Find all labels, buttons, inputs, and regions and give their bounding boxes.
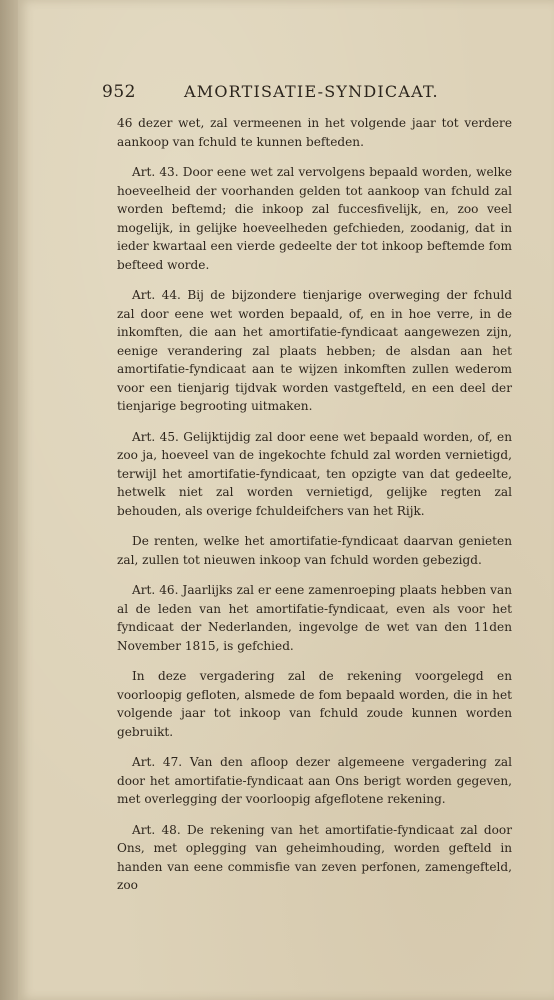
article-45-paragraph: Art. 45. Gelijktijdig zal door eene wet bepaald worden, of, en zoo ja, hoeveel van de ingekochte fchuld zal worden vernietigd, terwijl het amortifatie-fyndicaat, ten opzigte van dat gedeelte, hetwelk niet zal worden vernietigd, gelijke regten zal behouden, als overige fchuldeifchers van het Rijk. — [117, 429, 512, 518]
paragraph: In deze vergadering zal de rekening voorgelegd en voorloopig gefloten, alsmede de fom bepaald worden, die in het volgende jaar tot inkoop van fchuld zoude kunnen worden gebruikt. — [117, 669, 512, 739]
running-title: AMORTISATIE-SYNDICAAT. — [184, 82, 439, 101]
article-43-paragraph: Art. 43. Door eene wet zal vervolgens bepaald worden, welke hoeveelheid der voorhanden gelden tot aankoop van fchuld zal worden beftemd; die inkoop zal fuccesfivelijk, en, zoo veel mogelijk, in gelijke hoeveelheden gefchieden, zoodanig, dat in ieder kwartaal een vierde gedeelte der tot inkoop beftemde fom befteed worde. — [117, 165, 512, 272]
article-48-paragraph: Art. 48. De rekening van het amortifatie-fyndicaat zal door Ons, met oplegging van geheimhouding, worden gefteld in handen van eene commisfie van zeven perfonen, zamengefteld, zoo — [117, 822, 512, 892]
article-46-paragraph: Art. 46. Jaarlijks zal er eene zamenroeping plaats hebben van al de leden van het amortifatie-fyndicaat, even als voor het fyndicaat der Nederlanden, ingevolge de wet van den 11den November 1815, is gefchied. — [117, 583, 512, 653]
paragraph: 46 dezer wet, zal vermeenen in het volgende jaar tot verdere aankoop van fchuld te kunnen befteden. — [117, 116, 512, 149]
page-header — [102, 82, 442, 106]
page-number: 952 — [102, 82, 136, 102]
article-44-paragraph: Art. 44. Bij de bijzondere tienjarige overweging der fchuld zal door eene wet worden bepaald, of, en in hoe verre, in de inkomften, die aan het amortifatie-fyndicaat aangewezen zijn, eenige verandering zal plaats hebben; de alsdan aan het amortifatie-fyndicaat aan te wijzen inkomften zullen wederom voor een tienjarig tijdvak worden vastgefteld, en een deel der tienjarige begrooting uitmaken. — [117, 288, 512, 413]
body-text — [117, 114, 512, 907]
article-47-paragraph: Art. 47. Van den afloop dezer algemeene vergadering zal door het amortifatie-fyndicaat aan Ons berigt worden gegeven, met overlegging der voorloopig afgeflotene rekening. — [117, 755, 512, 806]
paragraph: De renten, welke het amortifatie-fyndicaat daarvan genieten zal, zullen tot nieuwen inkoop van fchuld worden gebezigd. — [117, 534, 512, 567]
